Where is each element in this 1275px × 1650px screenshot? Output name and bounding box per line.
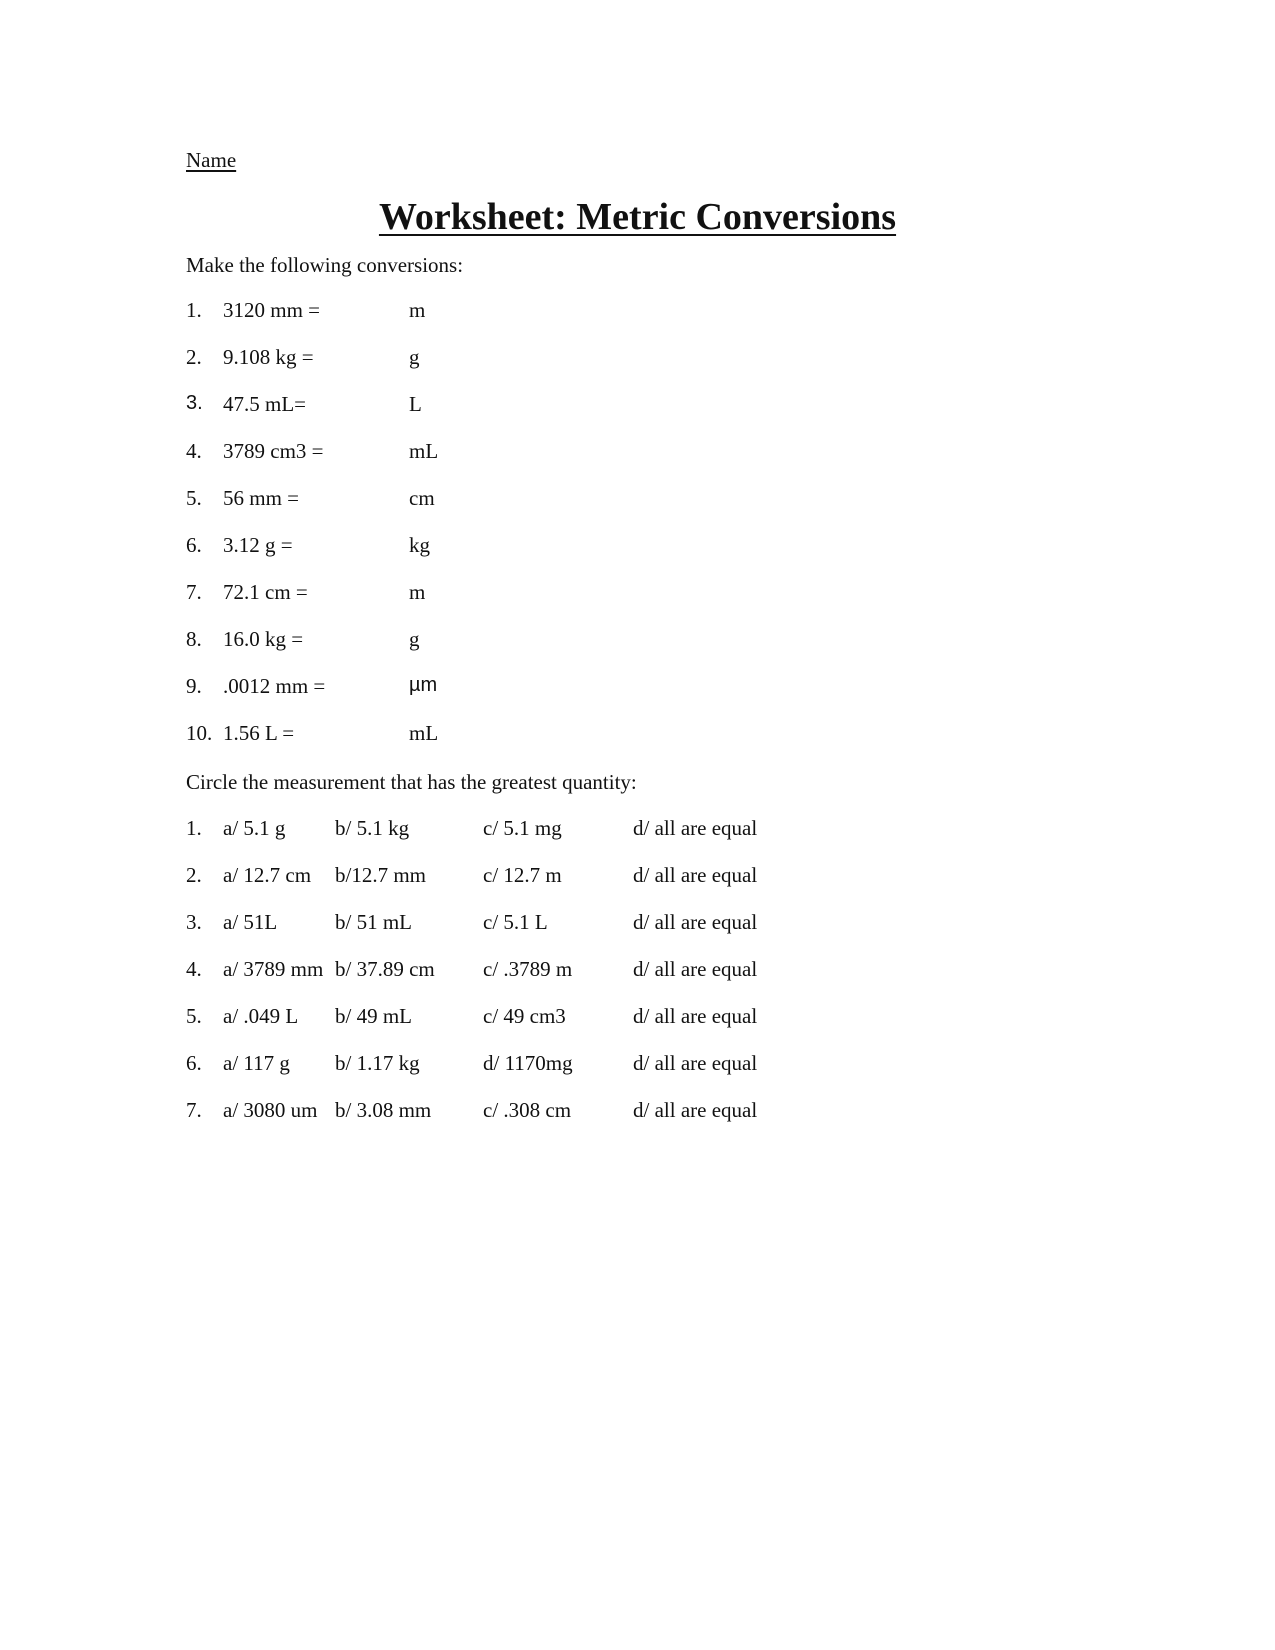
- option-d: d/ all are equal: [633, 1004, 758, 1028]
- option-c: c/ 12.7 m: [483, 863, 562, 887]
- conversion-unit: µm: [409, 674, 438, 696]
- conversion-question: 56 mm =: [223, 486, 300, 510]
- option-a: a/ 117 g: [223, 1051, 290, 1075]
- option-a: a/ 3080 um: [223, 1098, 318, 1122]
- choice-item: [186, 816, 806, 844]
- conversion-question: 3.12 g =: [223, 533, 293, 557]
- item-number: 3.: [186, 392, 203, 414]
- item-number: 8.: [186, 627, 202, 651]
- option-a: a/ 51L: [223, 910, 278, 934]
- option-c: d/ 1170mg: [483, 1051, 573, 1075]
- item-number: 4.: [186, 957, 202, 981]
- item-number: 6.: [186, 533, 202, 557]
- option-b: b/ 1.17 kg: [335, 1051, 420, 1075]
- choice-item: [186, 1051, 806, 1079]
- conversion-item: [186, 345, 806, 373]
- item-number: 4.: [186, 439, 202, 463]
- item-number: 5.: [186, 486, 202, 510]
- item-number: 6.: [186, 1051, 202, 1075]
- option-d: d/ all are equal: [633, 863, 758, 887]
- item-number: 1.: [186, 298, 202, 322]
- conversion-unit: g: [409, 345, 420, 369]
- item-number: 5.: [186, 1004, 202, 1028]
- option-d: d/ all are equal: [633, 816, 758, 840]
- page-title-text: Worksheet: Metric Conversions: [378, 196, 897, 238]
- choice-item: [186, 957, 806, 985]
- page-title: [0, 195, 1275, 239]
- choice-item: [186, 910, 806, 938]
- conversion-unit: m: [409, 580, 426, 604]
- option-b: b/12.7 mm: [335, 863, 427, 887]
- conversion-instruction: Make the following conversions:: [186, 253, 464, 277]
- conversion-item: [186, 627, 806, 655]
- option-b: b/ 49 mL: [335, 1004, 412, 1028]
- option-b: b/ 51 mL: [335, 910, 412, 934]
- conversion-item: [186, 533, 806, 561]
- option-c: c/ .308 cm: [483, 1098, 572, 1122]
- item-number: 2.: [186, 863, 202, 887]
- option-c: c/ 5.1 mg: [483, 816, 562, 840]
- conversion-unit: g: [409, 627, 420, 651]
- greatest-quantity-instruction: Circle the measurement that has the greatest quantity:: [186, 770, 637, 794]
- option-a: a/ 12.7 cm: [223, 863, 312, 887]
- conversion-question: 1.56 L =: [223, 721, 295, 745]
- conversion-unit: mL: [409, 721, 439, 745]
- item-number: 7.: [186, 1098, 202, 1122]
- choice-item: [186, 1098, 806, 1126]
- conversion-unit: L: [409, 392, 422, 416]
- conversion-question: 47.5 mL=: [223, 392, 307, 416]
- item-number: 1.: [186, 816, 202, 840]
- conversion-question: 16.0 kg =: [223, 627, 304, 651]
- choice-item: [186, 863, 806, 891]
- item-number: 9.: [186, 674, 202, 698]
- item-number: 2.: [186, 345, 202, 369]
- conversion-question: 3120 mm =: [223, 298, 321, 322]
- conversion-item: [186, 392, 806, 420]
- option-c: c/ 5.1 L: [483, 910, 548, 934]
- choice-item: [186, 1004, 806, 1032]
- option-b: b/ 3.08 mm: [335, 1098, 432, 1122]
- option-a: a/ 3789 mm: [223, 957, 324, 981]
- item-number: 7.: [186, 580, 202, 604]
- conversion-item: [186, 721, 806, 749]
- item-number: 3.: [186, 910, 202, 934]
- conversion-item: [186, 580, 806, 608]
- conversion-unit: mL: [409, 439, 439, 463]
- conversion-item: [186, 674, 806, 702]
- conversion-item: [186, 298, 806, 326]
- option-c: c/ 49 cm3: [483, 1004, 566, 1028]
- conversion-item: [186, 486, 806, 514]
- name-label: Name: [186, 148, 237, 172]
- conversion-unit: m: [409, 298, 426, 322]
- item-number: 10.: [186, 721, 213, 745]
- option-d: d/ all are equal: [633, 910, 758, 934]
- option-b: b/ 5.1 kg: [335, 816, 410, 840]
- option-d: d/ all are equal: [633, 1051, 758, 1075]
- conversion-item: [186, 439, 806, 467]
- option-a: a/ 5.1 g: [223, 816, 286, 840]
- conversion-unit: kg: [409, 533, 430, 557]
- option-b: b/ 37.89 cm: [335, 957, 435, 981]
- option-c: c/ .3789 m: [483, 957, 573, 981]
- option-a: a/ .049 L: [223, 1004, 299, 1028]
- conversion-unit: cm: [409, 486, 435, 510]
- conversion-question: 9.108 kg =: [223, 345, 314, 369]
- option-d: d/ all are equal: [633, 1098, 758, 1122]
- conversion-question: 72.1 cm =: [223, 580, 308, 604]
- conversion-question: 3789 cm3 =: [223, 439, 324, 463]
- conversion-question: .0012 mm =: [223, 674, 326, 698]
- option-d: d/ all are equal: [633, 957, 758, 981]
